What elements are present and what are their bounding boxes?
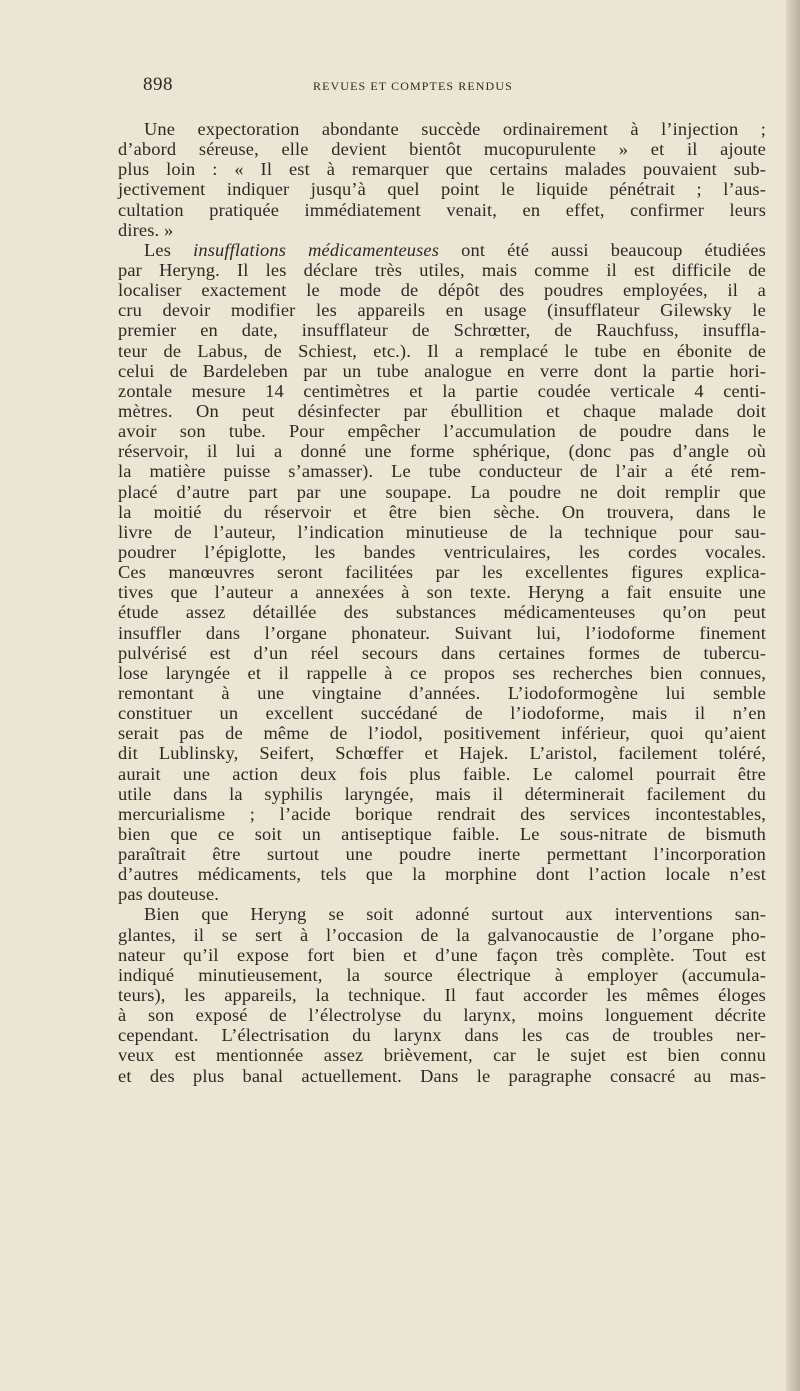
text-line: glantes, il se sert à l’occasion de la galvanocaustie de l’organe pho- xyxy=(118,924,766,945)
text-line: Une expectoration abondante succède ordinairement à l’injection ; xyxy=(144,119,766,139)
text-line: Bien que Heryng se soit adonné surtout aux interventions san- xyxy=(144,904,766,925)
text-line: avoir son tube. Pour empêcher l’accumulation de poudre dans le xyxy=(118,421,766,442)
text-line: la moitié du réservoir et être bien sèche. On trouvera, dans le xyxy=(118,501,766,522)
text-line: cru devoir modifier les appareils en usage (insufflateur Gilewsky le xyxy=(118,300,766,321)
text-line: insuffler dans l’organe phonateur. Suivant lui, l’iodoforme finement xyxy=(118,622,766,643)
text-line: mètres. On peut désinfecter par ébullition et chaque malade doit xyxy=(118,400,766,421)
text-line: teurs), les appareils, la technique. Il faut accorder les mêmes éloges xyxy=(118,985,766,1006)
text-line: Ces manœuvres seront facilitées par les excellentes figures explica- xyxy=(118,562,766,583)
text-line: nateur qu’il expose fort bien et d’une façon très complète. Tout est xyxy=(118,944,766,965)
text-line: d’abord séreuse, elle devient bientôt mucopurulente » et il ajoute xyxy=(118,139,766,160)
running-title: REVUES ET COMPTES RENDUS xyxy=(313,79,513,93)
line-lead: Les xyxy=(144,239,194,260)
text-line: veux est mentionnée assez brièvement, car le sujet est bien connu xyxy=(118,1045,766,1066)
text-line: premier en date, insufflateur de Schrœtter, de Rauchfuss, insuffla- xyxy=(118,320,766,341)
text-line: tives que l’auteur a annexées à son texte. Heryng a fait ensuite une xyxy=(118,582,766,603)
text-line: lose laryngée et il rappelle à ce propos ses recherches bien connues, xyxy=(118,662,766,683)
text-line: celui de Bardeleben par un tube analogue en verre dont la partie hori- xyxy=(118,360,766,381)
text-line: pulvérisé est d’un réel secours dans certaines formes de tubercu- xyxy=(118,642,766,663)
text-line: remontant à une vingtaine d’années. L’iodoformogène lui semble xyxy=(118,682,766,703)
text-line: par Heryng. Il les déclare très utiles, mais comme il est difficile de xyxy=(118,259,766,280)
text-line: teur de Labus, de Schiest, etc.). Il a remplacé le tube en ébonite de xyxy=(118,340,766,361)
text-line: à son exposé de l’électrolyse du larynx, moins longuement décrite xyxy=(118,1005,766,1026)
text-line: bien que ce soit un antiseptique faible. Le sous-nitrate de bismuth xyxy=(118,823,766,844)
text-line: dit Lublinsky, Seifert, Schœffer et Hajek. L’aristol, facilement toléré, xyxy=(118,743,766,764)
text-line: poudrer l’épiglotte, les bandes ventriculaires, les cordes vocales. xyxy=(118,541,766,562)
text-line: étude assez détaillée des substances médicamenteuses qu’on peut xyxy=(118,602,766,623)
text-line: livre de l’auteur, l’indication minutieuse de la technique pour sau- xyxy=(118,521,766,542)
text-line: mercurialisme ; l’acide borique rendrait des services incontestables, xyxy=(118,803,766,824)
text-line: indiqué minutieusement, la source électrique à employer (accumula- xyxy=(118,964,766,985)
text-line-with-emphasis xyxy=(118,240,766,260)
text-line: d’autres médicaments, tels que la morphine dont l’action locale n’est xyxy=(118,864,766,885)
text-line: zontale mesure 14 centimètres et la partie coudée verticale 4 centi- xyxy=(118,380,766,401)
text-line: pas douteuse. xyxy=(118,884,220,905)
page-header xyxy=(143,74,583,96)
line-tail: ont été aussi beaucoup étudiées xyxy=(439,239,766,260)
page-edge-shadow xyxy=(786,0,800,1391)
page-number: 898 xyxy=(143,74,173,95)
text-line: cultation pratiquée immédiatement venait, en effet, confirmer leurs xyxy=(118,199,766,220)
emphasized-phrase: insufflations médicamenteuses xyxy=(193,239,440,260)
text-line: aurait une action deux fois plus faible. Le calomel pourrait être xyxy=(118,763,766,784)
text-line: jectivement indiquer jusqu’à quel point le liquide pénétrait ; l’aus- xyxy=(118,179,766,200)
text-line: dires. » xyxy=(118,219,174,240)
text-line: réservoir, il lui a donné une forme sphérique, (donc pas d’angle où xyxy=(118,441,766,462)
text-line: la matière puisse s’amasser). Le tube conducteur de l’air a été rem- xyxy=(118,461,766,482)
text-line: placé d’autre part par une soupape. La poudre ne doit remplir que xyxy=(118,481,766,502)
text-line: constituer un excellent succédané de l’iodoforme, mais il n’en xyxy=(118,703,766,724)
text-line: et des plus banal actuellement. Dans le paragraphe consacré au mas- xyxy=(118,1065,766,1086)
text-line: localiser exactement le mode de dépôt des poudres employées, il a xyxy=(118,280,766,301)
text-line: serait pas de même de l’iodol, positivement inférieur, quoi qu’aient xyxy=(118,723,766,744)
article-body xyxy=(118,119,766,1086)
text-line: paraîtrait être surtout une poudre inerte permettant l’incorporation xyxy=(118,844,766,865)
text-line: utile dans la syphilis laryngée, mais il déterminerait facilement du xyxy=(118,783,766,804)
text-line: plus loin : « Il est à remarquer que certains malades pouvaient sub- xyxy=(118,159,766,180)
text-line: cependant. L’électrisation du larynx dans les cas de troubles ner- xyxy=(118,1025,766,1046)
